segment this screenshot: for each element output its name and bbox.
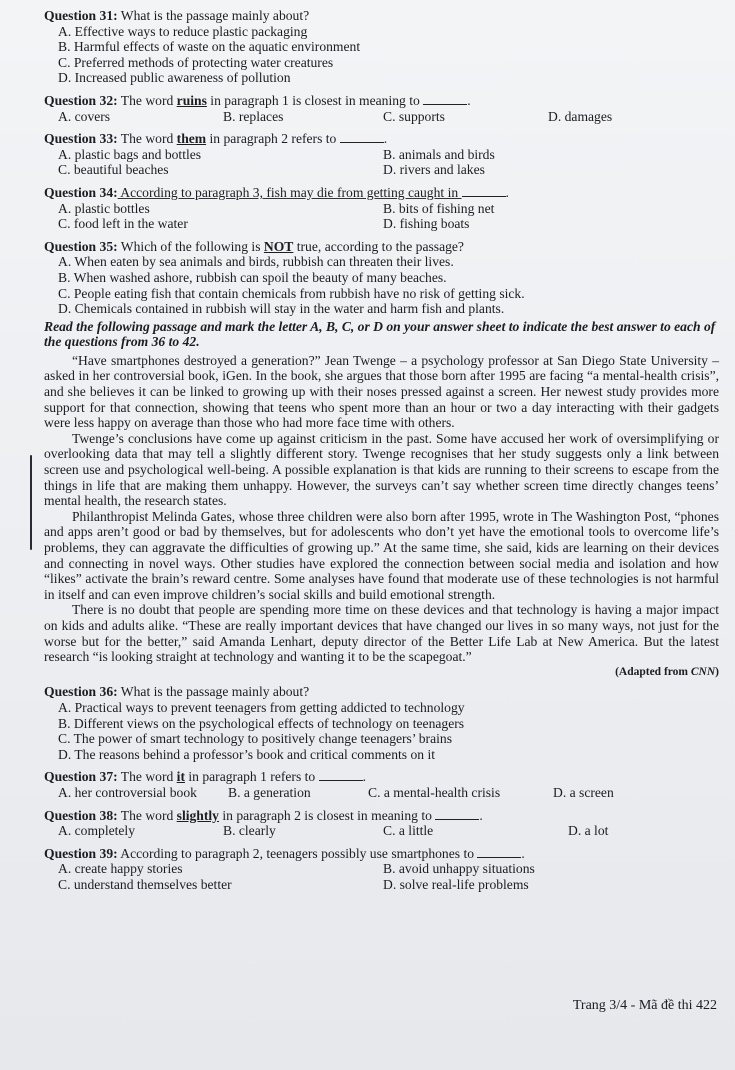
option-b[interactable]: B. clearly xyxy=(223,823,276,839)
option-d[interactable]: D. rivers and lakes xyxy=(383,162,485,178)
option-b[interactable]: B. avoid unhappy situations xyxy=(383,861,535,877)
question-31 xyxy=(44,8,719,86)
paragraph-4: There is no doubt that people are spending more time on these devices and that technology is having a major impact on kids and adults alike. “These are really important devices that have changed our lives in so many ways, not just for the worse but for the better,” said Amanda Lenhart, deputy director of the Better Life Lab at New America. But the latest research “is looking straight at technology and wanting it to be the scapegoat.” xyxy=(44,602,719,665)
option-c[interactable]: C. The power of smart technology to positively change teenagers’ brains xyxy=(58,731,452,747)
option-c[interactable]: C. food left in the water xyxy=(58,216,188,232)
option-c[interactable]: C. a little xyxy=(383,823,434,839)
option-c[interactable]: C. supports xyxy=(383,108,445,124)
option-c[interactable]: C. beautiful beaches xyxy=(58,162,169,178)
answer-blank xyxy=(319,770,363,781)
option-a[interactable]: A. plastic bottles xyxy=(58,200,150,216)
paragraph-2: Twenge’s conclusions have come up against criticism in the past. Some have accused her work of oversimplifying or overlooking data that may tell a slightly different story. Twenge recognises that her study suggests only a link between screen use and psychological well-being. A possible explanation is that kids are running to their screens to escape from the things in life that are making them unhappy. However, the surveys can’t say whether screen time directly changes teens’ mental health, the research states. xyxy=(44,430,719,509)
option-a[interactable]: A. Practical ways to prevent teenagers from getting addicted to technology xyxy=(58,699,465,715)
question-33: Question 33: The word them in paragraph 2 refers to . A. plastic bags and bottles B. animals and birds C. beautiful beaches D. rivers and lakes xyxy=(44,131,495,178)
question-label: Question 39: xyxy=(44,845,118,861)
option-a[interactable]: A. Effective ways to reduce plastic packaging xyxy=(58,23,308,39)
option-c[interactable]: C. understand themselves better xyxy=(58,876,232,892)
question-39: Question 39: According to paragraph 2, teenagers possibly use smartphones to . A. create happy stories B. avoid unhappy situations C. understand themselves better D. solve real-life problems xyxy=(44,845,535,892)
pen-margin-mark xyxy=(30,455,32,550)
source-citation: (Adapted from CNN) xyxy=(615,665,719,678)
page-footer: Trang 3/4 - Mã đề thi 422 xyxy=(572,998,717,1014)
target-word: ruins xyxy=(176,92,207,108)
question-label: Question 38: xyxy=(44,807,118,823)
answer-blank xyxy=(423,94,467,105)
section-instruction: Read the following passage and mark the letter A, B, C, or D on your answer sheet to indicate the best answer to each of the questions from 36 to 42. xyxy=(44,318,716,350)
question-38: Question 38: The word slightly in paragraph 2 is closest in meaning to . A. completely B. clearly C. a little D. a lot xyxy=(44,807,609,839)
question-32: Question 32: The word ruins in paragraph 1 is closest in meaning to . A. covers B. replaces C. supports D. damages xyxy=(44,92,613,124)
answer-blank xyxy=(435,809,479,820)
answer-blank xyxy=(477,847,521,858)
option-b[interactable]: B. Different views on the psychological effects of technology on teenagers xyxy=(58,715,465,731)
question-stem: What is the passage mainly about? xyxy=(117,684,310,700)
question-37: Question 37: The word it in paragraph 1 refers to . A. her controversial book B. a generation C. a mental-health crisis D. a screen xyxy=(44,769,614,800)
option-c[interactable]: C. a mental-health crisis xyxy=(368,784,501,800)
option-d[interactable]: D. solve real-life problems xyxy=(383,876,529,892)
question-stem: According to paragraph 3, fish may die from getting caught in xyxy=(117,184,462,200)
target-word: NOT xyxy=(263,238,294,254)
option-c[interactable]: C. Preferred methods of protecting water creatures xyxy=(58,54,334,70)
question-label: Question 35: xyxy=(44,238,118,254)
option-d[interactable]: D. a screen xyxy=(553,784,614,800)
target-word: it xyxy=(176,769,185,785)
question-label: Question 32: xyxy=(44,92,118,108)
option-d[interactable]: D. Chemicals contained in rubbish will stay in the water and harm fish and plants. xyxy=(58,301,505,317)
reading-passage xyxy=(44,353,719,680)
target-word: slightly xyxy=(176,807,219,823)
option-b[interactable]: B. When washed ashore, rubbish can spoil the beauty of many beaches. xyxy=(58,269,447,285)
option-c[interactable]: C. People eating fish that contain chemicals from rubbish have no risk of getting sick. xyxy=(58,285,525,301)
option-b[interactable]: B. Harmful effects of waste on the aquatic environment xyxy=(58,39,361,55)
paragraph-3: Philanthropist Melinda Gates, whose three children were also born after 1995, wrote in The Washington Post, “phones and apps aren’t good or bad by themselves, but for adolescents who don’t yet have the emotional tools to overcome life’s problems, they can aggravate the difficulties of growing up.” At the same time, she said, kids are learning on their devices and connecting in novel ways. Other studies have explored the connection between social media and isolation and how “likes” activate the brain’s reward centre. Some analyses have found that moderate use of these technologies is not harmful in itself and can even improve children’s social skills and build emotional strength. xyxy=(44,508,719,602)
option-b[interactable]: B. a generation xyxy=(228,784,311,800)
question-label: Question 31: xyxy=(44,8,118,23)
option-a[interactable]: A. her controversial book xyxy=(58,784,197,800)
question-label: Question 37: xyxy=(44,769,118,785)
question-stem: What is the passage mainly about? xyxy=(117,8,310,23)
option-a[interactable]: A. create happy stories xyxy=(58,861,183,877)
option-d[interactable]: D. fishing boats xyxy=(383,216,470,232)
option-a[interactable]: A. plastic bags and bottles xyxy=(58,146,202,162)
answer-blank xyxy=(462,186,506,197)
paragraph-1: “Have smartphones destroyed a generation?” Jean Twenge – a psychology professor at San Diego State University – asked in her controversial book, iGen. In the book, she argues that those born after 1995 are facing “a mental-health crisis”, and she believes it can be linked to growing up with their noses pressed against a screen. Her newest study provides more support for that connection, showing that teens who spent more than an hour or two a day interacting with their gadgets were less happy on average than those who had more face time with others. xyxy=(44,352,719,431)
option-a[interactable]: A. covers xyxy=(58,108,111,124)
answer-blank xyxy=(340,132,384,143)
option-b[interactable]: B. animals and birds xyxy=(383,146,495,162)
option-b[interactable]: B. replaces xyxy=(223,108,284,124)
option-d[interactable]: D. Increased public awareness of pollution xyxy=(58,70,291,86)
option-d[interactable]: D. a lot xyxy=(568,823,609,839)
option-b[interactable]: B. bits of fishing net xyxy=(383,200,495,216)
question-stem: According to paragraph 2, teenagers possibly use smartphones to xyxy=(117,845,478,861)
option-d[interactable]: D. The reasons behind a professor’s book and critical comments on it xyxy=(58,746,436,762)
option-a[interactable]: A. When eaten by sea animals and birds, rubbish can threaten their lives. xyxy=(58,254,454,270)
question-label: Question 36: xyxy=(44,684,118,700)
question-35: Question 35: Which of the following is NOT true, according to the passage? A. When eaten by sea animals and birds, rubbish can threaten their lives. B. When washed ashore, rubbish can spoil the beauty of many beaches. C. People eating fish that contain chemicals from rubbish have no risk of getting sick. D. Chemicals contained in rubbish will stay in the water and harm fish and plants. xyxy=(44,239,719,317)
question-label: Question 34: xyxy=(44,184,118,200)
target-word: them xyxy=(176,131,207,147)
question-34: Question 34: According to paragraph 3, fish may die from getting caught in . A. plastic bottles B. bits of fishing net C. food left in the water D. fishing boats xyxy=(44,184,509,232)
question-label: Question 33: xyxy=(44,131,118,147)
question-36 xyxy=(44,684,719,762)
option-d[interactable]: D. damages xyxy=(548,108,613,124)
option-a[interactable]: A. completely xyxy=(58,823,136,839)
